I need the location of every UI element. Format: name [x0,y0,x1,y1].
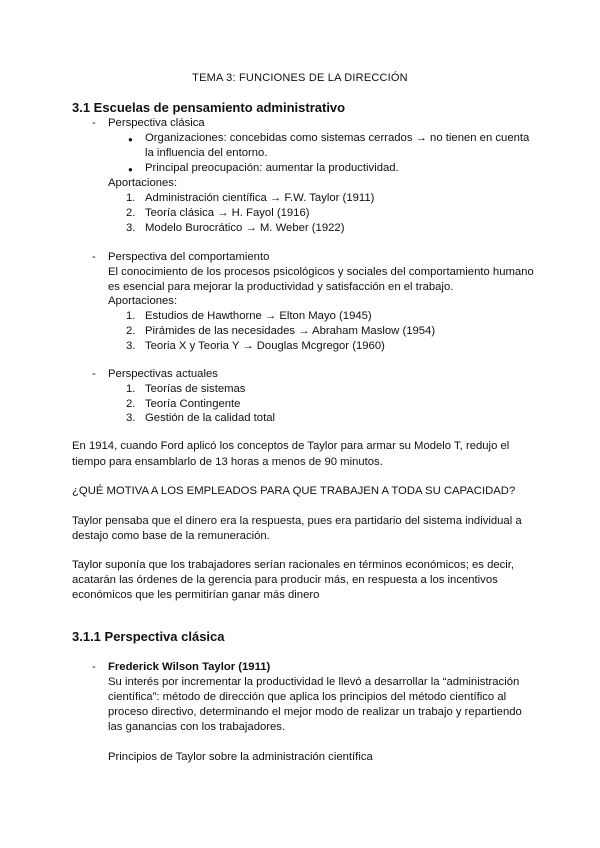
taylor-paragraph-1-line-1: Taylor pensaba que el dinero era la respuesta, pues era partidario del sistema individual a [72,515,522,527]
fwt-text-line-4: las ganancias con los trabajadores. [108,721,286,733]
number-marker: 1. [126,310,136,322]
taylor-principios: Principios de Taylor sobre la administración científica [108,751,373,763]
ford-paragraph-line-1: En 1914, cuando Ford aplicó los conceptos de Taylor para armar su Modelo T, redujo el [72,440,510,452]
number-marker: 3. [126,222,136,234]
clasica-item-2: Teoría clásica → H. Fayol (1916) [145,207,310,219]
comportamiento-text-line-1: El conocimiento de los procesos psicológicos y sociales del comportamiento humano [108,266,534,278]
clasica-bullet-1-line-2: la influencia del entorno. [145,147,268,159]
number-marker: 2. [126,207,136,219]
clasica-aportaciones: Aportaciones: [108,177,178,189]
section-heading: 3.1 Escuelas de pensamiento administrativo [72,100,346,115]
actuales-item-2: Teoría Contingente [145,398,241,410]
clasica-item-3: Modelo Burocrático → M. Weber (1922) [145,222,345,234]
actuales-item-3: Gestión de la calidad total [145,412,275,424]
page-title: TEMA 3: FUNCIONES DE LA DIRECCIÓN [192,72,408,84]
number-marker: 3. [126,340,136,352]
dash-marker: - [92,368,96,380]
taylor-paragraph-2-line-2: acatarán las órdenes de la gerencia para producir más, en respuesta a los incentivos [72,574,498,586]
number-marker: 2. [126,325,136,337]
actuales-label: Perspectivas actuales [108,368,218,380]
taylor-paragraph-2-line-3: económicos que les permitirían ganar más dinero [72,589,320,601]
number-marker: 2. [126,398,136,410]
fwt-text-line-1: Su interés por incrementar la productividad le llevó a desarrollar la “administración [108,676,520,688]
ford-paragraph-line-2: tiempo para ensamblarlo de 13 horas a menos de 90 minutos. [72,456,383,468]
comportamiento-item-1: Estudios de Hawthorne → Elton Mayo (1945) [145,310,372,322]
dash-marker: - [92,117,96,129]
motivation-question: ¿QUÉ MOTIVA A LOS EMPLEADOS PARA QUE TRABAJEN A TODA SU CAPACIDAD? [72,485,516,497]
taylor-paragraph-1-line-2: destajo como base de la remuneración. [72,530,270,542]
clasica-label: Perspectiva clásica [108,117,205,129]
comportamiento-item-3: Teoria X y Teoria Y → Douglas Mcgregor (1960) [145,340,385,352]
comportamiento-label: Perspectiva del comportamiento [108,251,270,263]
actuales-item-1: Teorías de sistemas [145,383,246,395]
number-marker: 1. [126,192,136,204]
dash-marker: - [92,661,96,673]
comportamiento-item-2: Pirámides de las necesidades → Abraham Maslow (1954) [145,325,436,337]
subsection-heading: 3.1.1 Perspectiva clásica [72,629,225,644]
fwt-text-line-3: proceso directivo, determinando el mejor modo de realizar un trabajo y repartiendo [108,706,522,718]
bullet-marker: ● [128,165,133,174]
bullet-marker: ● [128,135,133,144]
taylor-name: Frederick Wilson Taylor (1911) [108,661,271,673]
clasica-item-1: Administración científica → F.W. Taylor (1911) [145,192,375,204]
taylor-paragraph-2-line-1: Taylor suponía que los trabajadores serían racionales en términos económicos; es decir, [72,559,515,571]
dash-marker: - [92,251,96,263]
comportamiento-aportaciones: Aportaciones: [108,295,178,307]
clasica-bullet-1-line-1: Organizaciones: concebidas como sistemas cerrados → no tienen en cuenta [145,132,530,144]
clasica-bullet-2: Principal preocupación: aumentar la productividad. [145,162,399,174]
fwt-text-line-2: científica”: método de dirección que aplica los principios del método científico al [108,691,507,703]
comportamiento-text-line-2: es esencial para mejorar la productividad y satisfacción en el trabajo. [108,281,454,293]
number-marker: 3. [126,412,136,424]
number-marker: 1. [126,383,136,395]
